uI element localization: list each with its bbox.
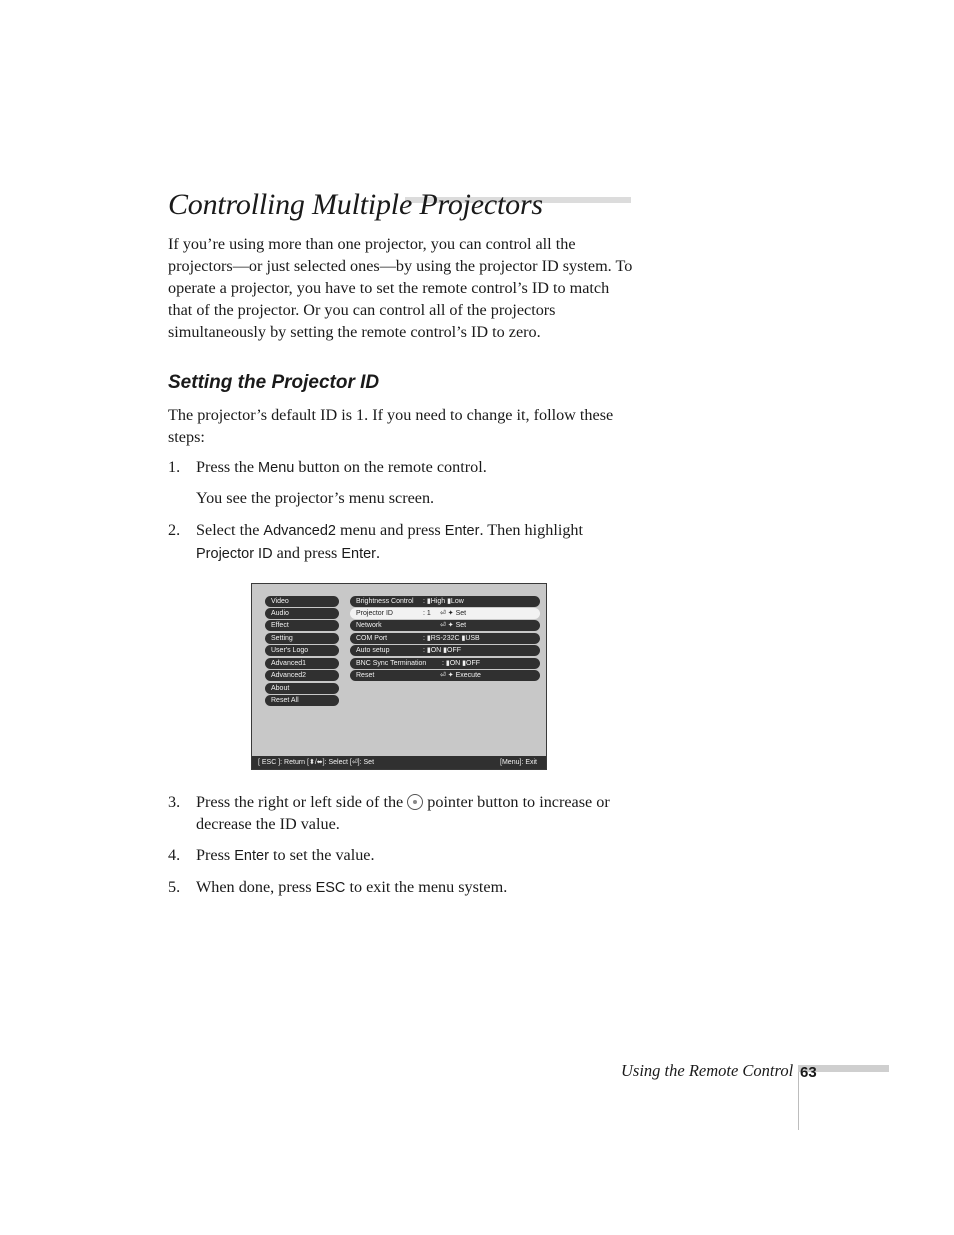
page-title: Controlling Multiple Projectors — [168, 188, 543, 221]
step-1-result: You see the projector’s menu screen. — [196, 489, 435, 507]
menu-row-auto-setup: Auto setup : ▮ON ▮OFF — [350, 645, 540, 656]
menu-row-reset: Reset ⏎ ✦ Execute — [350, 670, 540, 681]
section-heading: Setting the Projector ID — [168, 372, 380, 393]
page-number: 63 — [800, 1064, 817, 1081]
section-intro: The projector’s default ID is 1. If you need to change it, follow these steps: — [168, 406, 614, 446]
menu-row-bnc-sync: BNC Sync Termination : ▮ON ▮OFF — [350, 658, 540, 669]
menu-row-brightness: Brightness Control : ▮High ▮Low — [350, 596, 540, 607]
menu-item-reset-all: Reset All — [265, 695, 339, 706]
projector-menu-screen — [251, 583, 547, 770]
menu-footer-exit: [Menu]: Exit — [500, 759, 537, 766]
menu-footer-help: [ ESC ]: Return [⬍/⬌]: Select [⏎]: Set — [258, 759, 375, 766]
menu-item-video: Video — [265, 596, 339, 607]
step-number: 5. — [168, 878, 181, 896]
key-label: ESC — [315, 880, 346, 896]
footer-vertical-rule — [798, 1072, 799, 1130]
step-number: 3. — [168, 793, 181, 811]
key-label: Advanced2 — [263, 523, 336, 539]
menu-footer-bar — [252, 756, 546, 769]
key-label: Enter — [234, 848, 269, 864]
menu-item-advanced1: Advanced1 — [265, 658, 339, 669]
intro-paragraph: If you’re using more than one projector, you can control all the projectors—or just selected ones—by using the projector ID system. To operate a projector, you have to set the remote control’s ID to match that of the projector. Or you can control all of the projectors simultaneously by setting the remote control’s ID to zero. — [168, 235, 633, 341]
step-number: 4. — [168, 846, 181, 864]
menu-item-setting: Setting — [265, 633, 339, 644]
menu-row-network: Network ⏎ ✦ Set — [350, 620, 540, 631]
menu-item-effect: Effect — [265, 620, 339, 631]
running-footer-title: Using the Remote Control — [621, 1061, 794, 1080]
menu-item-users-logo: User's Logo — [265, 645, 339, 656]
step-number: 1. — [168, 458, 181, 476]
pointer-button-icon — [407, 794, 423, 810]
menu-item-audio: Audio — [265, 608, 339, 619]
key-label: Enter — [341, 546, 377, 562]
menu-item-advanced2: Advanced2 — [265, 670, 339, 681]
menu-item-about: About — [265, 683, 339, 694]
menu-row-projector-id: Projector ID : 1 ⏎ ✦ Set — [350, 608, 540, 619]
key-label: Menu — [258, 460, 295, 476]
key-label: Enter — [444, 523, 480, 539]
key-label: Projector ID — [196, 546, 273, 562]
menu-row-com-port: COM Port : ▮RS-232C ▮USB — [350, 633, 540, 644]
step-number: 2. — [168, 521, 181, 539]
